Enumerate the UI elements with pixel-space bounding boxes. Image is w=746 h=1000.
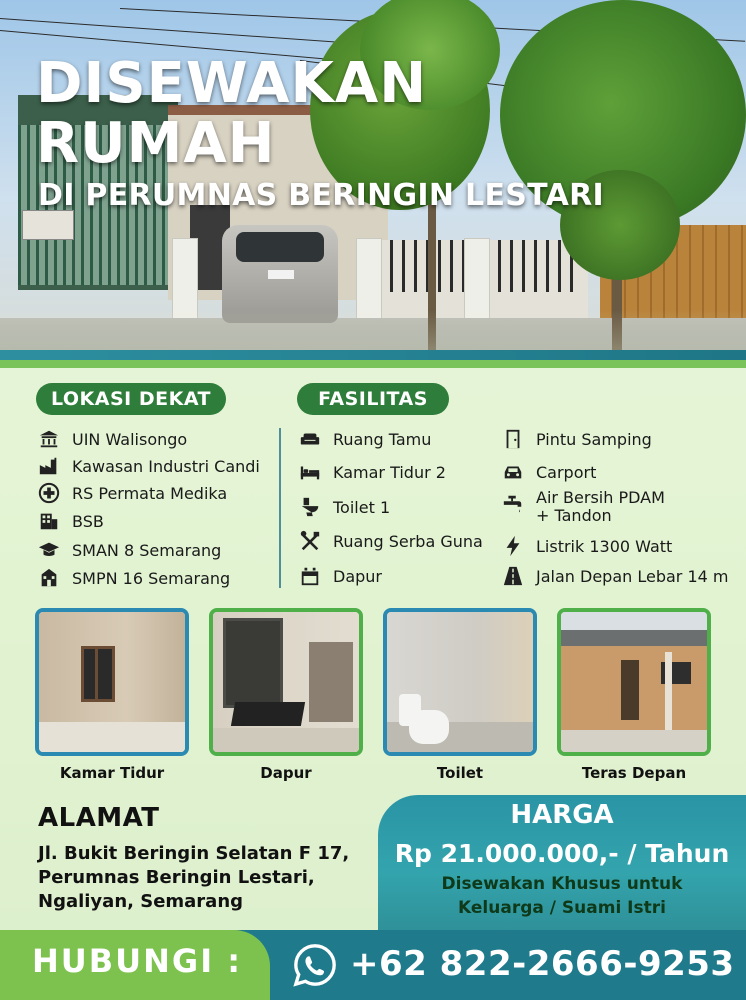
fasilitas-item xyxy=(500,489,665,525)
fasilitas-item-label: Air Bersih PDAM xyxy=(536,488,665,507)
building-icon xyxy=(36,510,62,532)
photo-teras-depan xyxy=(557,608,711,756)
fasilitas-item xyxy=(500,535,672,557)
hero-title-line2: RUMAH xyxy=(36,111,276,176)
fasilitas-item xyxy=(500,461,596,483)
lokasi-item-label: SMPN 16 Semarang xyxy=(72,568,231,588)
harga-heading: HARGA xyxy=(510,800,614,830)
lokasi-item xyxy=(36,539,221,561)
photo-toilet xyxy=(383,608,537,756)
phone-number[interactable]: +62 822-2666-9253 xyxy=(350,944,735,984)
sofa-icon xyxy=(297,428,323,450)
road-icon xyxy=(500,565,526,587)
column-divider xyxy=(279,428,281,588)
harga-note: Disewakan Khusus untuk xyxy=(441,874,683,894)
contact-label: HUBUNGI : xyxy=(32,942,243,980)
alamat-line: Jl. Bukit Beringin Selatan F 17, xyxy=(38,843,350,864)
bed-icon xyxy=(297,461,323,483)
fasilitas-item xyxy=(297,565,382,587)
faucet-icon xyxy=(500,493,526,515)
lokasi-item-label: SMAN 8 Semarang xyxy=(72,540,222,560)
hero-title-line1: DISEWAKAN xyxy=(36,51,428,116)
fasilitas-item-label: Pintu Samping xyxy=(536,429,652,449)
tools-icon xyxy=(297,530,323,552)
door-icon xyxy=(500,428,526,450)
hero-subtitle: DI PERUMNAS BERINGIN LESTARI xyxy=(38,178,604,213)
lightning-icon xyxy=(500,535,526,557)
lokasi-item xyxy=(36,567,230,589)
fasilitas-item xyxy=(500,565,728,587)
graduation-cap-icon xyxy=(36,539,62,561)
university-icon xyxy=(36,428,62,450)
photo-caption: Kamar Tidur xyxy=(59,764,165,782)
toilet-icon xyxy=(297,496,323,518)
hero-photo xyxy=(0,0,746,360)
alamat-heading: ALAMAT xyxy=(38,803,160,833)
lokasi-item xyxy=(36,455,260,477)
lokasi-item xyxy=(36,510,104,532)
lokasi-item xyxy=(36,428,187,450)
fasilitas-item xyxy=(297,461,446,483)
green-band xyxy=(0,360,746,368)
fasilitas-item xyxy=(297,530,483,552)
lokasi-heading: LOKASI DEKAT xyxy=(36,383,226,415)
fasilitas-item-label-2: + Tandon xyxy=(536,506,612,525)
fasilitas-item xyxy=(297,496,390,518)
fasilitas-item xyxy=(500,428,652,450)
whatsapp-icon[interactable] xyxy=(292,942,338,988)
lokasi-item-label: UIN Walisongo xyxy=(72,429,188,449)
harga-value: Rp 21.000.000,- / Tahun xyxy=(394,839,730,868)
fasilitas-item xyxy=(297,428,431,450)
fasilitas-item-label: Jalan Depan Lebar 14 m xyxy=(536,566,729,586)
harga-note: Keluarga / Suami Istri xyxy=(458,898,666,918)
photo-caption: Dapur xyxy=(260,764,312,782)
fasilitas-heading: FASILITAS xyxy=(297,383,449,415)
lokasi-item-label: RS Permata Medika xyxy=(72,483,228,503)
photo-kamar-tidur xyxy=(35,608,189,756)
factory-icon xyxy=(36,455,62,477)
fasilitas-item-label: Ruang Tamu xyxy=(333,429,432,449)
stove-icon xyxy=(297,565,323,587)
alamat-line: Ngaliyan, Semarang xyxy=(38,891,244,912)
fasilitas-item-label: Dapur xyxy=(333,566,382,586)
lokasi-item-label: BSB xyxy=(72,511,104,531)
photo-caption: Toilet xyxy=(436,764,484,782)
lokasi-item-label: Kawasan Industri Candi xyxy=(72,456,260,476)
fasilitas-item-label: Listrik 1300 Watt xyxy=(536,536,673,556)
school-icon xyxy=(36,567,62,589)
lokasi-item xyxy=(36,482,227,504)
car-icon xyxy=(500,461,526,483)
fasilitas-item-label: Ruang Serba Guna xyxy=(333,531,483,551)
fasilitas-item-label: Kamar Tidur 2 xyxy=(333,462,446,482)
fasilitas-item-label: Carport xyxy=(536,462,597,482)
hospital-cross-icon xyxy=(36,482,62,504)
photo-dapur xyxy=(209,608,363,756)
photo-caption: Teras Depan xyxy=(581,764,687,782)
fasilitas-item-label: Toilet 1 xyxy=(333,497,391,517)
alamat-line: Perumnas Beringin Lestari, xyxy=(38,867,315,888)
